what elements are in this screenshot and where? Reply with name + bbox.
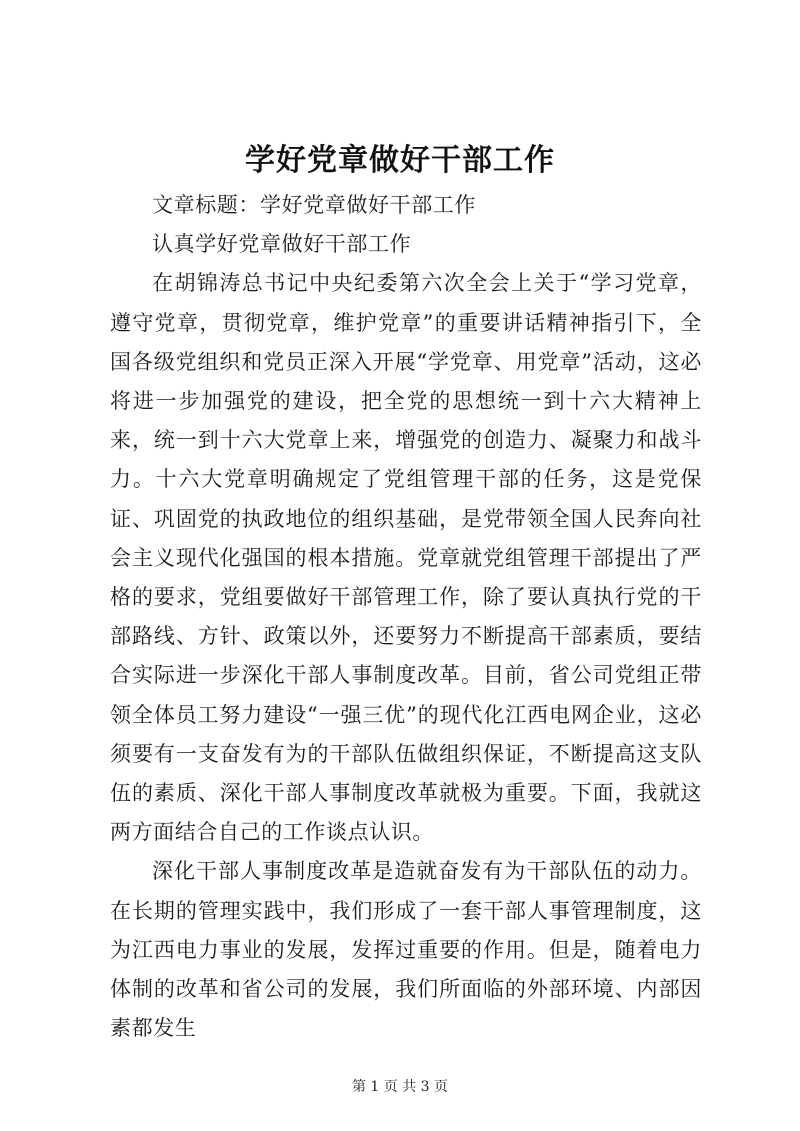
paragraph-intro: 在胡锦涛总书记中央纪委第六次全会上关于“学习党章，遵守党章，贯彻党章，维护党章”的重要讲话精神指引下，全国各级党组织和党员正深入开展“学党章、用党章”活动，这必将进一步加强党的建设，把全党的思想统一到十六大精神上来，统一到十六大党章上来，增强党的创造力、凝聚力和战斗力。十六大党章明确规定了党组管理干部的任务，这是党保证、巩固党的执政地位的组织基础，是党带领全国人民奔向社会主义现代化强国的根本措施。党章就党组管理干部提出了严格的要求，党组要做好干部管理工作，除了要认真执行党的干部路线、方针、政策以外，还要努力不断提高干部素质，要结合实际进一步深化干部人事制度改革。目前，省公司党组正带领全体员工努力建设“一强三优”的现代化江西电网企业，这必须要有一支奋发有为的干部队伍做组织保证，不断提高这支队伍的素质、深化干部人事制度改革就极为重要。下面，我就这两方面结合自己的工作谈点认识。 [110, 271, 702, 845]
paragraph-subtitle: 认真学好党章做好干部工作 [152, 232, 412, 257]
paragraph-article-title: 文章标题：学好党章做好干部工作 [152, 193, 476, 217]
paragraph-reform: 深化干部人事制度改革是造就奋发有为干部队伍的动力。在长期的管理实践中，我们形成了一套干部人事管理制度，这为江西电力事业的发展，发挥过重要的作用。但是，随着电力体制的改革和省公司的发展，我们所面临的外部环境、内部因素都发生 [110, 859, 702, 1041]
page-number-footer: 第 1 页 共 3 页 [351, 1079, 449, 1095]
document-body [110, 186, 702, 1048]
document-title: 学好党章做好干部工作 [245, 143, 555, 178]
